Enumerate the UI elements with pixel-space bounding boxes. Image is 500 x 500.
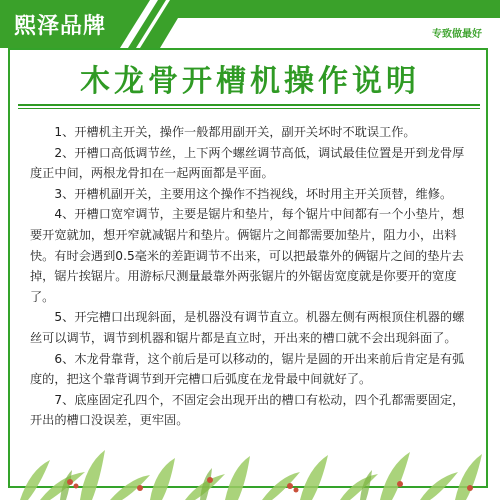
brand-slogan: 专致做最好 xyxy=(432,29,482,40)
instruction-item: 2、开槽口高低调节丝，上下两个螺丝调节高低，调试最佳位置是开到龙骨厚度正中间，两根龙骨扣在一起两面都是平面。 xyxy=(30,145,465,181)
page-title: 木龙骨开槽机操作说明 xyxy=(80,64,420,99)
brand-name: 熙泽品牌 xyxy=(14,14,107,39)
instruction-item: 1、开槽机主开关，操作一般都用副开关，副开关坏时不耽误工作。 xyxy=(54,125,416,139)
title-underline-top xyxy=(18,104,480,106)
instruction-item: 4、开槽口宽窄调节，主要是锯片和垫片，每个锯片中间都有一个小垫片，想要开宽就加，想开窄就减锯片和垫片。俩锯片之间都需要加垫片，阻力小，出料快。有时会遇到0.5毫米的差距调节不出来，可以把最靠外的俩锯片之间的垫片去掉，锯片挨锯片。用游标尺测量最靠外两张锯片的外锯齿宽度就是你要开的宽度了。 xyxy=(30,207,465,304)
instruction-list xyxy=(30,122,470,431)
instruction-item: 7、底座固定孔四个，不固定会出现开出的槽口有松动，四个孔都需要固定，开出的槽口没误差，更牢固。 xyxy=(30,392,465,428)
instruction-item: 3、开槽机副开关，主要用这个操作不挡视线，坏时用主开关顶替，维修。 xyxy=(54,186,453,201)
brand-header xyxy=(0,0,500,48)
plant-decoration xyxy=(0,430,500,500)
title-underline-bottom xyxy=(18,108,480,109)
instruction-item: 6、木龙骨靠背，这个前后是可以移动的，锯片是圆的开出来前后肯定是有弧度的，把这个靠背调节到开完槽口后弧度在龙骨最中间就好了。 xyxy=(30,351,465,387)
instruction-item: 5、开完槽口出现斜面，是机器没有调节直立。机器左侧有两根顶住机器的螺丝可以调节，调节到机器和锯片都是直立时，开出来的槽口就不会出现斜面了。 xyxy=(30,310,465,345)
